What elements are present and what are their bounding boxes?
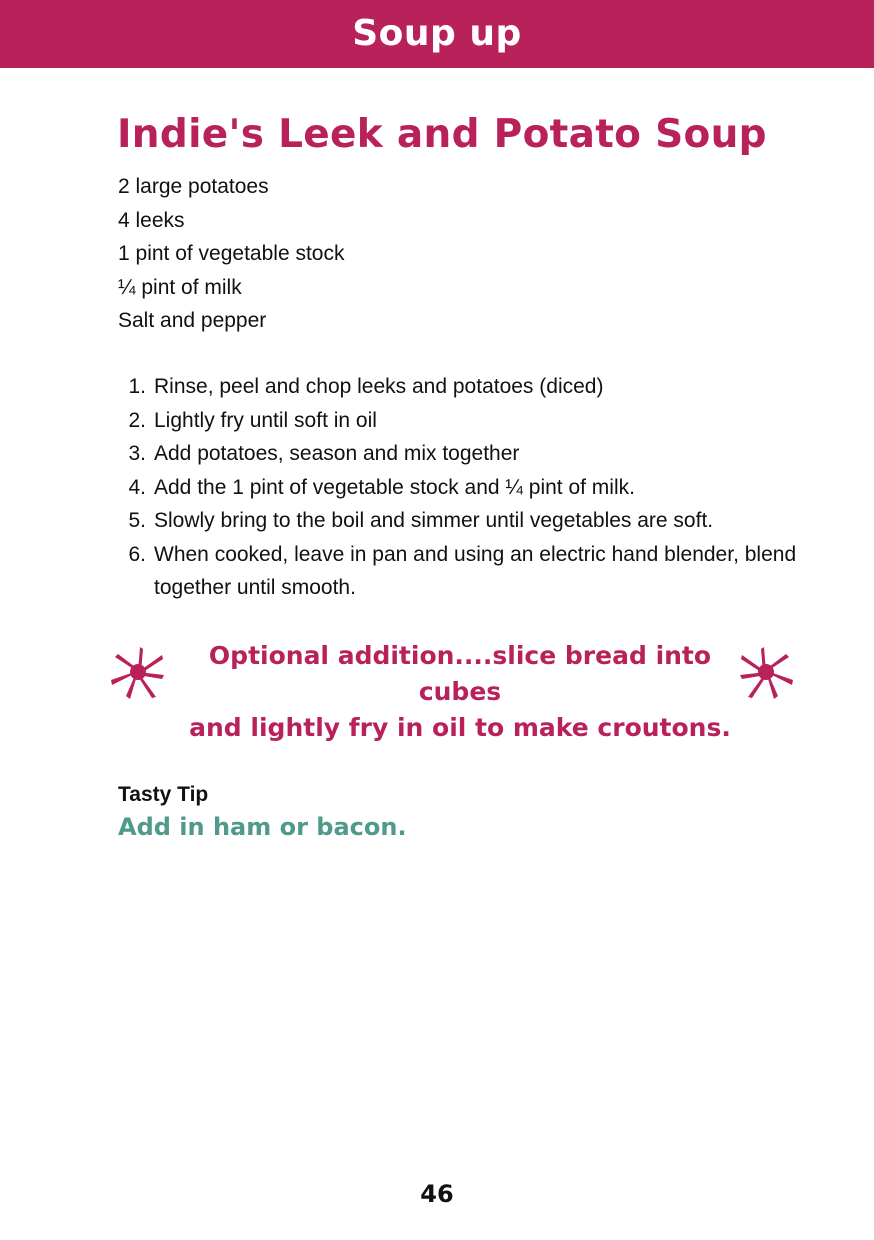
step-text: Slowly bring to the boil and simmer until vegetables are soft. [154,509,714,532]
step-number: 6. [128,542,146,566]
step-text: Add the 1 pint of vegetable stock and ¼ pint of milk. [154,475,635,499]
ingredient-item: 2 large potatoes [118,175,269,198]
tip-text: Add in ham or bacon. [118,813,407,841]
step-number: 5. [128,509,146,532]
step-text: Add potatoes, season and mix together [154,442,520,465]
recipe-title: Indie's Leek and Potato Soup [117,112,767,157]
step-item [118,370,818,404]
step-item [118,437,818,471]
tip-heading: Tasty Tip [118,783,209,806]
step-number: 1. [128,375,146,398]
ingredient-item: 1 pint of vegetable stock [118,242,345,265]
optional-line-1: Optional addition....slice bread into cubes [208,641,712,706]
ingredient-item: 4 leeks [118,208,185,232]
splat-star-icon [738,645,794,701]
ingredient-item: Salt and pepper [118,309,267,332]
step-number: 2. [128,408,146,432]
step-item [118,504,818,538]
step-number: 3. [128,442,146,465]
optional-line-2: and lightly fry in oil to make croutons. [189,713,731,742]
method-steps [118,370,818,605]
step-item [118,404,818,438]
ingredient-list [118,170,344,338]
step-number: 4. [128,475,146,499]
splat-star-icon [110,645,166,701]
step-item [118,538,818,605]
step-text: When cooked, leave in pan and using an electric hand blender, blend together until smooth. [154,542,797,599]
step-text: Lightly fry until soft in oil [154,408,377,432]
ingredient-item: ¼ pint of milk [118,275,242,299]
step-text: Rinse, peel and chop leeks and potatoes (diced) [154,375,604,398]
optional-addition [170,638,750,746]
page-number: 46 [420,1180,454,1208]
section-title: Soup up [352,13,522,54]
step-item [118,471,818,505]
